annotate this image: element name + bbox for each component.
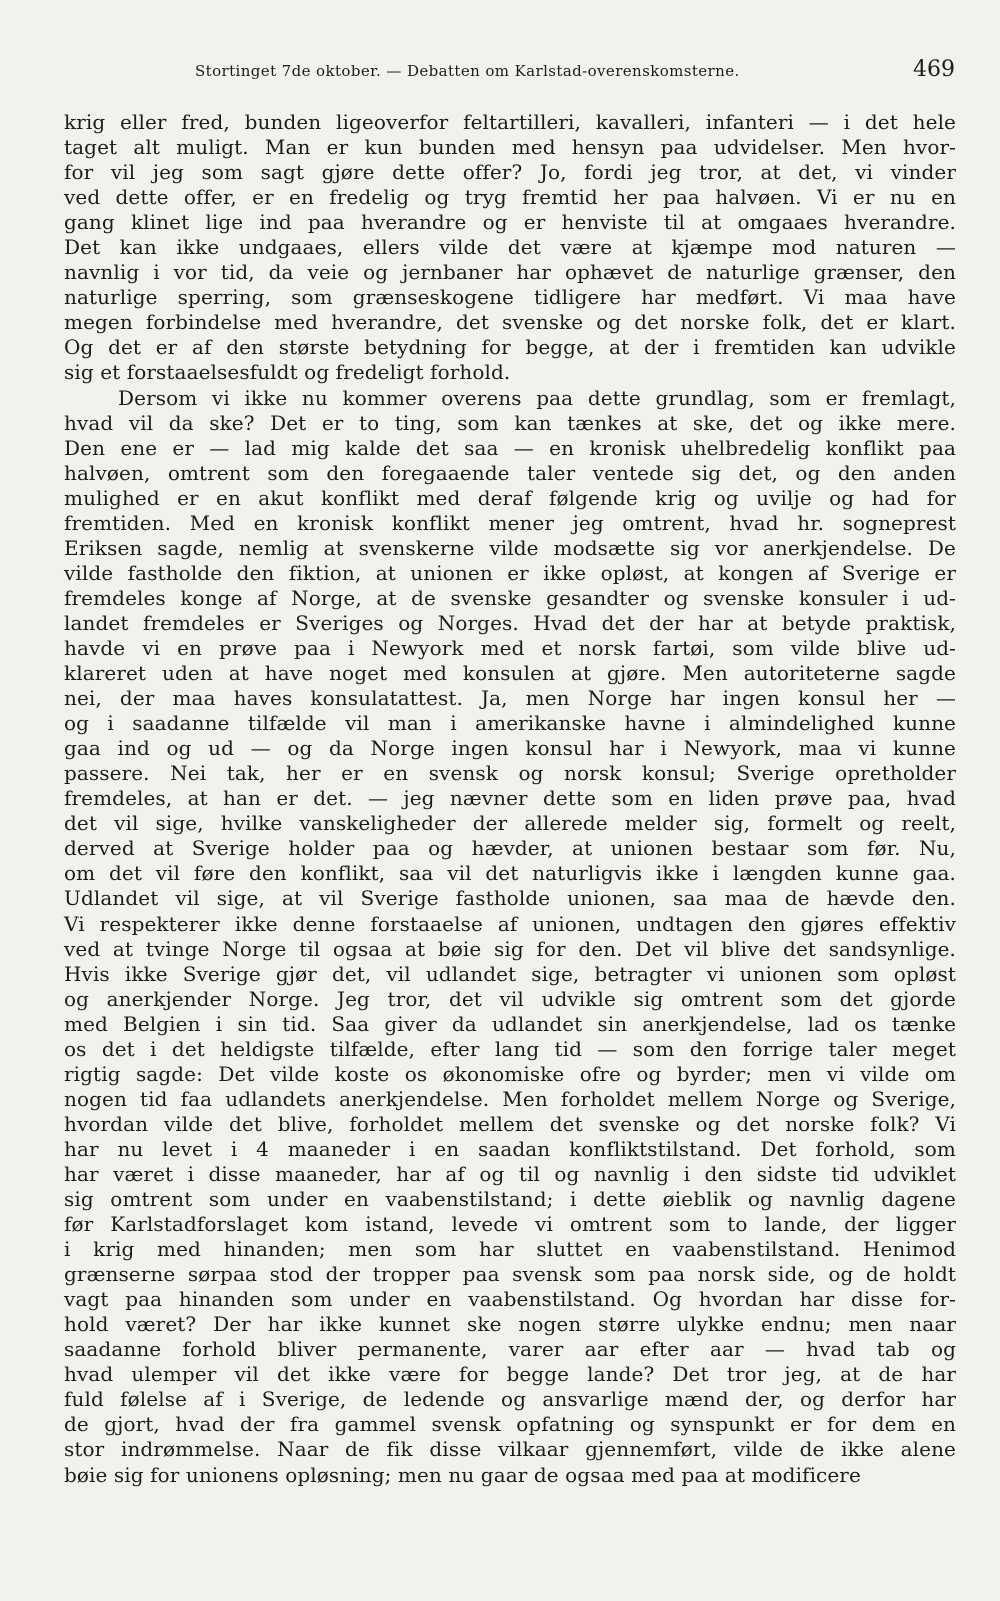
text-line: Dersom vi ikke nu kommer overens paa dette grundlag, som er fremlagt,: [118, 385, 956, 410]
text-line: Udlandet vil sige, at vil Sverige fastholde unionen, saa maa de hævde den.: [64, 886, 956, 911]
text-line: fremdeles, at han er det. — jeg nævner dette som en liden prøve paa, hvad: [64, 786, 956, 811]
text-line: og i saadanne tilfælde vil man i amerikanske havne i almindelighed kunne: [64, 711, 956, 736]
text-line: og anerkjender Norge. Jeg tror, det vil udvikle sig omtrent som det gjorde: [64, 986, 956, 1011]
text-line: megen forbindelse med hverandre, det svenske og det norske folk, det er klart.: [64, 310, 956, 335]
text-line: ved dette offer, er en fredelig og tryg fremtid her paa halvøen. Vi er nu en: [64, 185, 956, 210]
text-line: stor indrømmelse. Naar de fik disse vilkaar gjennemført, vilde de ikke alene: [64, 1437, 956, 1462]
text-line: for vil jeg som sagt gjøre dette offer? Jo, fordi jeg tror, at det, vi vinder: [64, 160, 956, 185]
text-line: saadanne forhold bliver permanente, varer aar efter aar — hvad tab og: [64, 1337, 956, 1362]
text-line: fuld følelse af i Sverige, de ledende og ansvarlige mænd der, og derfor har: [64, 1387, 956, 1412]
text-line: havde vi en prøve paa i Newyork med et norsk fartøi, som vilde blive ud-: [64, 635, 956, 660]
text-line: rigtig sagde: Det vilde koste os økonomiske ofre og byrder; men vi vilde om: [64, 1061, 956, 1086]
text-line: det vil sige, hvilke vanskeligheder der allerede melder sig, formelt og reelt,: [64, 811, 956, 836]
text-line: før Karlstadforslaget kom istand, levede vi omtrent som to lande, der ligger: [64, 1212, 956, 1237]
text-line: hold været? Der har ikke kunnet ske nogen større ulykke endnu; men naar: [64, 1312, 956, 1337]
text-line: mulighed er en akut konflikt med deraf følgende krig og uvilje og had for: [64, 485, 956, 510]
page-number: 469: [913, 57, 955, 82]
running-title: Stortinget 7de oktober. — Debatten om Karlstad-overenskomsterne.: [195, 62, 740, 80]
text-line: navnlig i vor tid, da veie og jernbaner har ophævet de naturlige grænser, den: [64, 260, 956, 285]
text-line: hvad ulemper vil det ikke være for begge lande? Det tror jeg, at de har: [64, 1362, 956, 1387]
text-line: i krig med hinanden; men som har sluttet en vaabenstilstand. Henimod: [64, 1237, 956, 1262]
text-line: hvad vil da ske? Det er to ting, som kan tænkes at ske, det og ikke mere.: [64, 410, 956, 435]
text-line: Hvis ikke Sverige gjør det, vil udlandet sige, betragter vi unionen som opløst: [64, 961, 956, 986]
text-line: Den ene er — lad mig kalde det saa — en kronisk uhelbredelig konflikt paa: [64, 435, 956, 460]
page-header: [195, 57, 955, 92]
text-line: derved at Sverige holder paa og hævder, at unionen bestaar som før. Nu,: [64, 836, 956, 861]
text-line: nei, der maa haves konsulatattest. Ja, men Norge har ingen konsul her —: [64, 686, 956, 711]
text-line: hvordan vilde det blive, forholdet mellem det svenske og det norske folk? Vi: [64, 1111, 956, 1136]
text-line: Vi respekterer ikke denne forstaaelse af unionen, undtagen den gjøres effektiv: [64, 911, 956, 936]
text-line: naturlige sperring, som grænseskogene tidligere har medført. Vi maa have: [64, 285, 956, 310]
text-line: sig et forstaaelsesfuldt og fredeligt forhold.: [64, 360, 511, 385]
text-line: Og det er af den største betydning for begge, at der i fremtiden kan udvikle: [64, 335, 956, 360]
text-line: gang klinet lige ind paa hverandre og er henviste til at omgaaes hverandre.: [64, 210, 956, 235]
text-line: os det i det heldigste tilfælde, efter lang tid — som den forrige taler meget: [64, 1036, 956, 1061]
body-text: [64, 110, 956, 1488]
text-line: krig eller fred, bunden ligeoverfor feltartilleri, kavalleri, infanteri — i det hele: [64, 110, 956, 134]
text-line: har været i disse maaneder, har af og til og navnlig i den sidste tid udviklet: [64, 1161, 956, 1186]
text-line: med Belgien i sin tid. Saa giver da udlandet sin anerkjendelse, lad os tænke: [64, 1011, 956, 1036]
text-line: fremdeles konge af Norge, at de svenske gesandter og svenske konsuler i ud-: [64, 585, 956, 610]
text-line: landet fremdeles er Sveriges og Norges. Hvad det der har at betyde praktisk,: [64, 610, 956, 635]
text-line: gaa ind og ud — og da Norge ingen konsul har i Newyork, maa vi kunne: [64, 736, 956, 761]
text-line: passere. Nei tak, her er en svensk og norsk konsul; Sverige opretholder: [64, 761, 956, 786]
text-line: om det vil føre den konflikt, saa vil det naturligvis ikke i længden kunne gaa.: [64, 861, 956, 886]
text-line: klareret uden at have noget med konsulen at gjøre. Men autoriteterne sagde: [64, 661, 956, 686]
text-line: fremtiden. Med en kronisk konflikt mener jeg omtrent, hvad hr. sogneprest: [64, 510, 956, 535]
text-line: sig omtrent som under en vaabenstilstand; i dette øieblik og navnlig dagene: [64, 1187, 956, 1212]
text-line: grænserne sørpaa stod der tropper paa svensk som paa norsk side, og de holdt: [64, 1262, 956, 1287]
text-line: vagt paa hinanden som under en vaabenstilstand. Og hvordan har disse for-: [64, 1287, 956, 1312]
text-line: har nu levet i 4 maaneder i en saadan konfliktstilstand. Det forhold, som: [64, 1136, 956, 1161]
text-line: Eriksen sagde, nemlig at svenskerne vilde modsætte sig vor anerkjendelse. De: [64, 535, 956, 560]
text-line: vilde fastholde den fiktion, at unionen er ikke opløst, at kongen af Sverige er: [64, 560, 956, 585]
text-line: nogen tid faa udlandets anerkjendelse. Men forholdet mellem Norge og Sverige,: [64, 1086, 956, 1111]
text-line: Det kan ikke undgaaes, ellers vilde det være at kjæmpe mod naturen —: [64, 235, 956, 260]
text-line: halvøen, omtrent som den foregaaende taler ventede sig det, og den anden: [64, 460, 956, 485]
text-line: bøie sig for unionens opløsning; men nu gaar de ogsaa med paa at modificere: [64, 1462, 861, 1487]
text-line: ved at tvinge Norge til ogsaa at bøie sig for den. Det vil blive det sandsynlige.: [64, 936, 956, 961]
text-line: de gjort, hvad der fra gammel svensk opfatning og synspunkt er for dem en: [64, 1412, 956, 1437]
text-line: taget alt muligt. Man er kun bunden med hensyn paa udvidelser. Men hvor-: [64, 135, 956, 160]
